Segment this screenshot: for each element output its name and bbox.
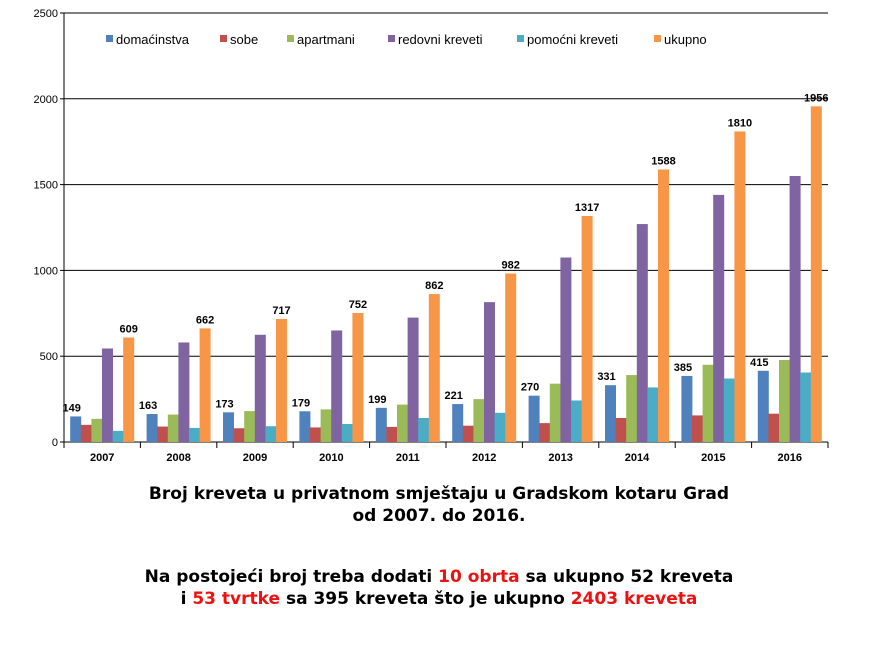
data-label: 173 xyxy=(215,398,234,411)
bar-ukupno xyxy=(582,216,593,442)
bar-sobe xyxy=(692,415,703,442)
bar-pomoćni-kreveti xyxy=(495,413,506,442)
bar-sobe xyxy=(768,414,779,442)
bar-apartmani xyxy=(550,384,561,442)
y-tick-label: 1500 xyxy=(33,179,58,192)
note-text: sa ukupno 52 kreveta xyxy=(519,567,734,587)
bar-ukupno xyxy=(734,131,745,442)
note-line-2 xyxy=(0,588,878,610)
data-label: 149 xyxy=(62,402,81,415)
x-tick-label: 2012 xyxy=(471,452,497,464)
legend-swatch xyxy=(220,35,227,42)
legend-label: apartmani xyxy=(297,32,355,47)
data-label: 163 xyxy=(138,400,158,413)
bar-domaćinstva xyxy=(376,408,387,442)
bar-apartmani xyxy=(244,411,255,442)
bar-redovni-kreveti xyxy=(637,224,648,442)
bar-ukupno xyxy=(352,313,363,442)
bar-apartmani xyxy=(91,419,102,442)
bar-domaćinstva xyxy=(223,412,234,442)
note-highlight-total: 2403 kreveta xyxy=(570,589,698,609)
note-highlight-obrta: 10 obrta xyxy=(438,567,520,587)
bar-redovni-kreveti xyxy=(790,176,801,442)
bar-sobe xyxy=(310,427,321,442)
data-label: 1810 xyxy=(727,117,753,130)
bar-sobe xyxy=(539,423,550,442)
bar-pomoćni-kreveti xyxy=(189,428,200,442)
x-tick-label: 2014 xyxy=(624,452,650,464)
bar-sobe xyxy=(616,418,627,442)
bar-redovni-kreveti xyxy=(408,318,419,442)
bar-pomoćni-kreveti xyxy=(113,431,124,442)
chart-caption xyxy=(0,483,878,527)
bar-redovni-kreveti xyxy=(178,342,189,442)
legend-label: sobe xyxy=(230,32,259,47)
bar-ukupno xyxy=(658,169,669,442)
bar-redovni-kreveti xyxy=(255,335,266,442)
x-tick-label: 2007 xyxy=(89,452,115,464)
data-label: 221 xyxy=(444,390,463,403)
data-label: 982 xyxy=(501,259,520,272)
bar-pomoćni-kreveti xyxy=(265,426,276,442)
y-tick-label: 1000 xyxy=(33,265,58,278)
y-tick-label: 2000 xyxy=(33,93,58,106)
bar-ukupno xyxy=(505,273,516,442)
x-tick-label: 2016 xyxy=(777,452,803,464)
data-label: 179 xyxy=(291,397,311,410)
y-tick-label: 0 xyxy=(51,437,58,449)
x-tick-label: 2013 xyxy=(548,452,573,464)
legend-swatch xyxy=(517,35,524,42)
bar-domaćinstva xyxy=(70,416,81,442)
legend-swatch xyxy=(106,35,113,42)
bar-apartmani xyxy=(703,365,714,442)
bar-pomoćni-kreveti xyxy=(342,424,353,442)
bar-apartmani xyxy=(473,399,484,442)
legend-label: redovni kreveti xyxy=(398,32,483,47)
bar-redovni-kreveti xyxy=(484,302,495,442)
data-label: 1317 xyxy=(574,202,600,215)
data-label: 1956 xyxy=(804,92,829,105)
bar-apartmani xyxy=(626,375,637,442)
bar-ukupno xyxy=(811,106,822,442)
note-text: i xyxy=(180,589,193,609)
bar-apartmani xyxy=(168,415,179,442)
data-label: 1588 xyxy=(651,155,676,168)
data-label: 752 xyxy=(348,298,368,311)
bar-redovni-kreveti xyxy=(331,330,342,442)
bar-redovni-kreveti xyxy=(102,348,113,442)
bar-sobe xyxy=(463,426,474,442)
y-tick-label: 500 xyxy=(39,351,58,364)
bar-apartmani xyxy=(321,409,332,442)
bar-sobe xyxy=(234,428,245,442)
x-tick-label: 2011 xyxy=(395,452,420,464)
legend-swatch xyxy=(287,35,294,42)
data-label: 331 xyxy=(597,371,616,384)
bar-domaćinstva xyxy=(147,414,158,442)
note-line-1 xyxy=(0,566,878,588)
bar-sobe xyxy=(157,427,168,442)
bar-domaćinstva xyxy=(299,411,310,442)
x-tick-label: 2015 xyxy=(701,452,726,464)
bar-redovni-kreveti xyxy=(560,258,571,442)
bar-ukupno xyxy=(276,319,287,442)
legend-label: ukupno xyxy=(664,32,707,47)
bar-apartmani xyxy=(779,360,790,442)
data-label: 270 xyxy=(520,381,540,394)
bar-pomoćni-kreveti xyxy=(571,400,582,442)
bar-domaćinstva xyxy=(529,396,540,442)
x-tick-label: 2010 xyxy=(319,452,344,464)
note-text: Na postojeći broj treba dodati xyxy=(144,567,439,587)
caption-line-1: Broj kreveta u privatnom smještaju u Gradskom kotaru Grad xyxy=(148,484,730,504)
note-text: sa 395 kreveta što je ukupno xyxy=(280,589,571,609)
note xyxy=(0,566,878,610)
bar-domaćinstva xyxy=(452,404,463,442)
x-tick-label: 2008 xyxy=(166,452,191,464)
data-label: 385 xyxy=(673,361,693,374)
bar-pomoćni-kreveti xyxy=(647,387,658,442)
bar-pomoćni-kreveti xyxy=(800,373,811,442)
bar-sobe xyxy=(386,427,397,442)
bar-ukupno xyxy=(200,328,211,442)
bar-pomoćni-kreveti xyxy=(724,379,735,442)
y-tick-label: 2500 xyxy=(33,8,58,20)
legend xyxy=(106,32,707,47)
bar-sobe xyxy=(81,425,92,442)
data-label: 662 xyxy=(195,314,215,327)
legend-swatch xyxy=(654,35,661,42)
data-label: 199 xyxy=(368,393,387,406)
bar-domaćinstva xyxy=(605,385,616,442)
data-label: 717 xyxy=(272,304,291,317)
bar-apartmani xyxy=(397,405,408,442)
legend-label: pomoćni kreveti xyxy=(527,32,619,47)
bar-domaćinstva xyxy=(681,376,692,442)
x-tick-label: 2009 xyxy=(242,452,268,464)
bar-pomoćni-kreveti xyxy=(418,418,429,442)
data-label: 609 xyxy=(119,323,138,336)
bar-domaćinstva xyxy=(758,371,769,442)
legend-swatch xyxy=(388,35,395,42)
legend-label: domaćinstva xyxy=(116,32,189,47)
bar-ukupno xyxy=(123,337,134,442)
bar-redovni-kreveti xyxy=(713,195,724,442)
data-label: 415 xyxy=(750,356,769,369)
data-label: 862 xyxy=(425,280,444,293)
note-highlight-tvrtke: 53 tvrtke xyxy=(192,589,281,609)
caption-line-2: od 2007. do 2016. xyxy=(352,506,526,526)
bar-ukupno xyxy=(429,294,440,442)
